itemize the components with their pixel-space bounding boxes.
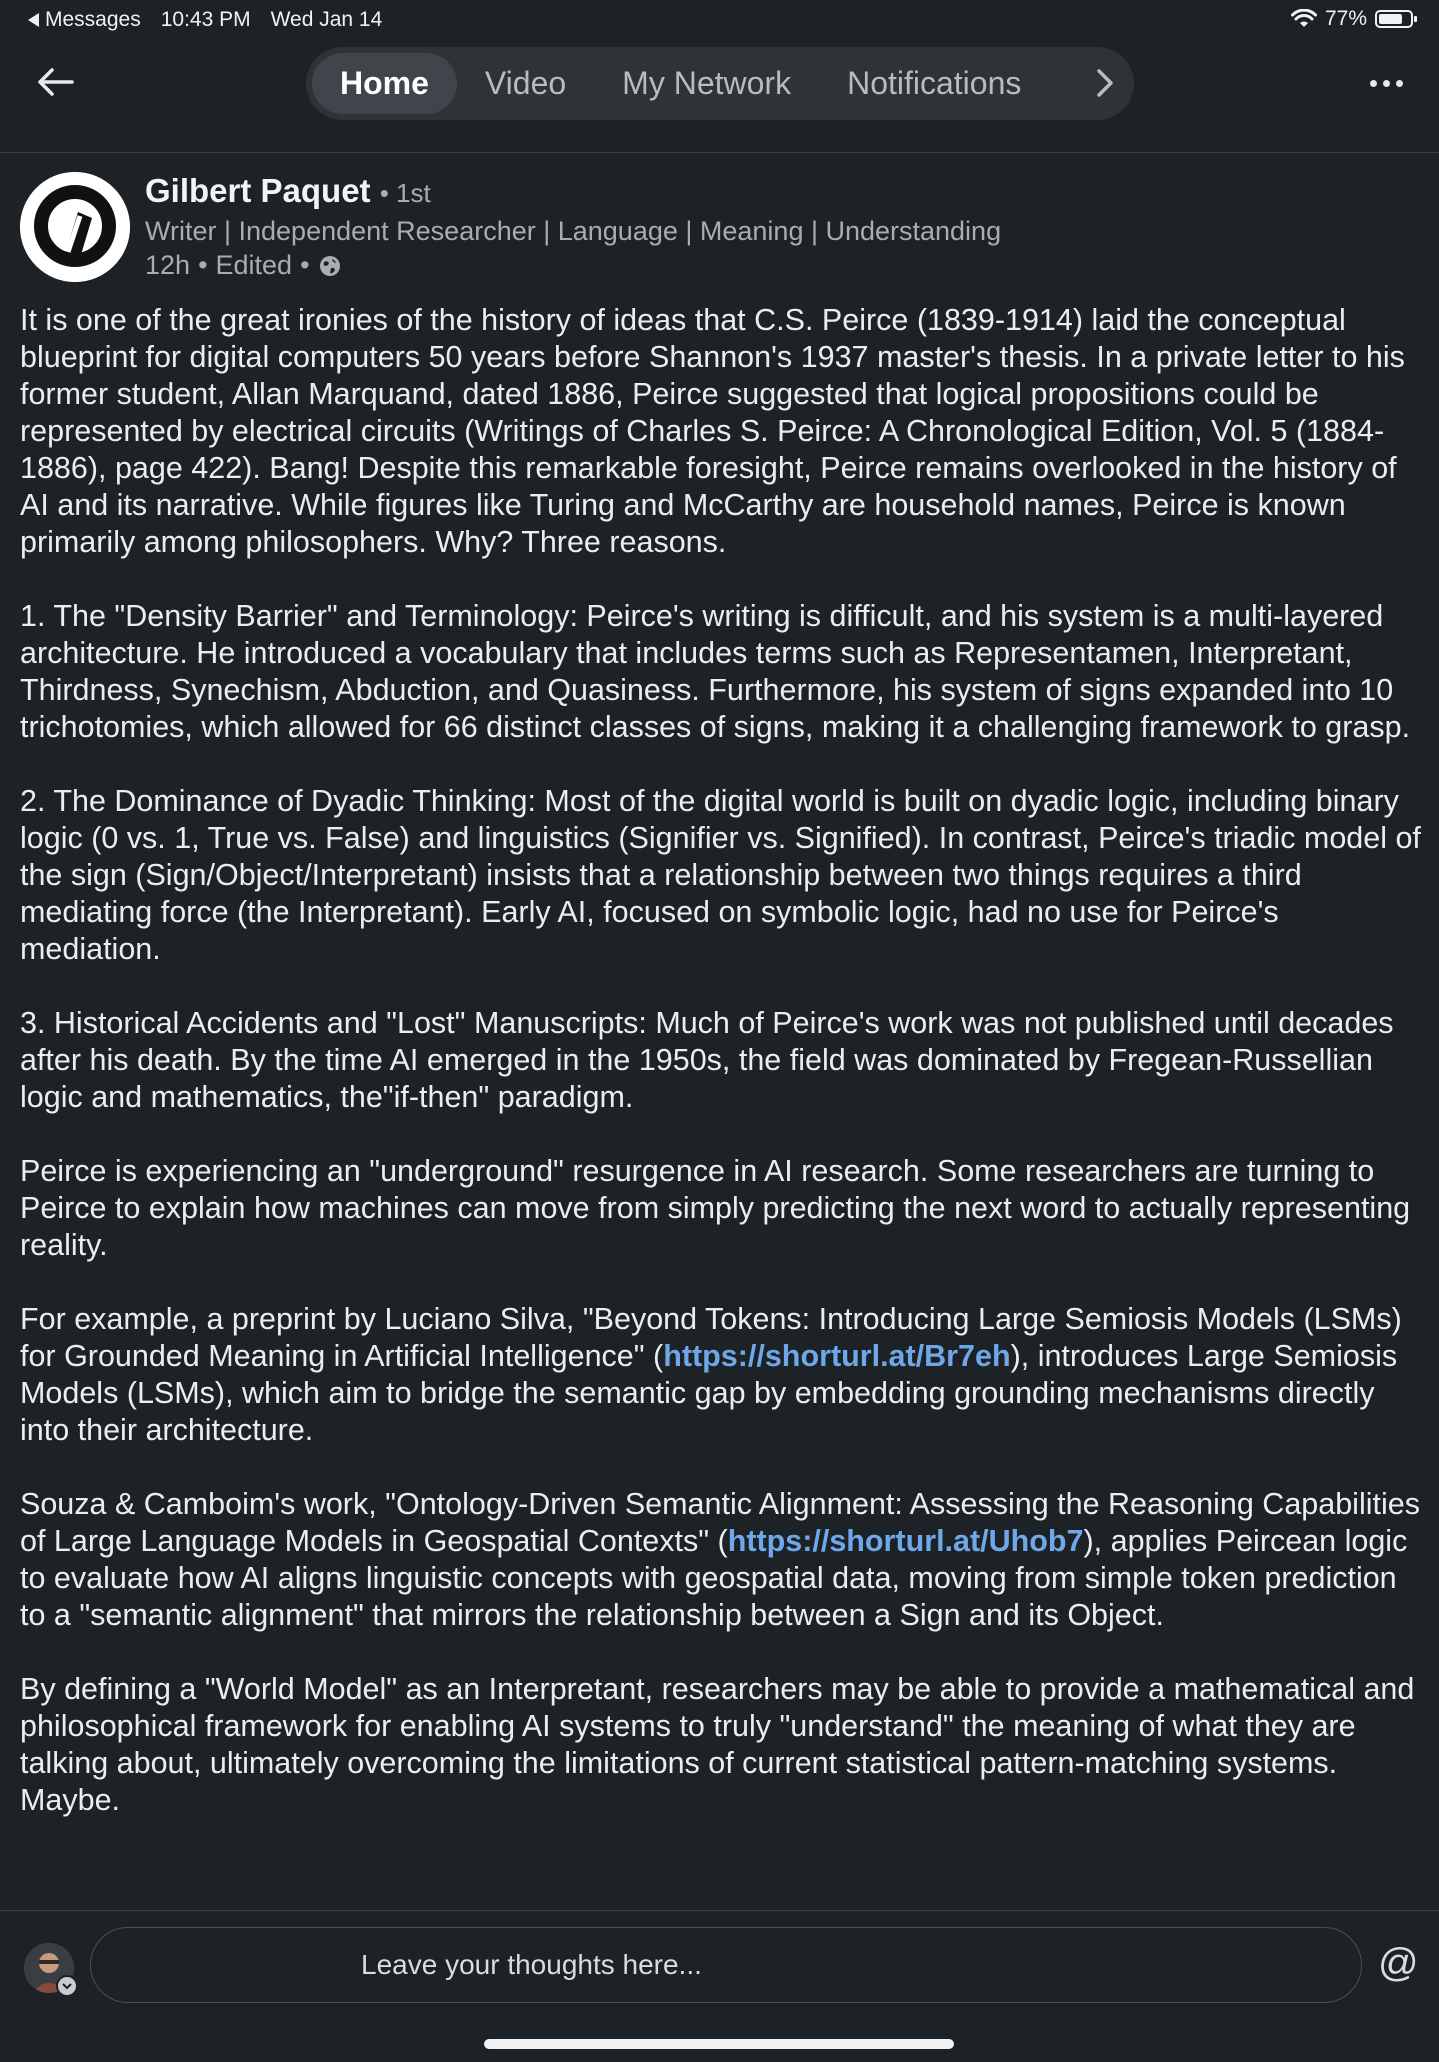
- paragraph-text: ), introduces Large Semiosis Models (LSMs), which aim to bridge the semantic gap by embedding grounding mechanisms directly into their architecture.: [20, 1339, 1398, 1447]
- link-br7eh[interactable]: https://shorturl.at/Br7eh: [663, 1339, 1011, 1373]
- post-author: [20, 172, 1420, 284]
- connection-degree: • 1st: [379, 178, 431, 208]
- post-time: 12h: [145, 250, 191, 280]
- dot: [1370, 80, 1377, 87]
- dot: [1396, 80, 1403, 87]
- top-nav: [0, 40, 1439, 153]
- post-paragraph: It is one of the great ironies of the history of ideas that C.S. Peirce (1839-1914) laid the conceptual blueprint for digital computers 50 years before Shannon's 1937 master's thesis. In a private letter to his former student, Allan Marquand, dated 1886, Peirce suggested that logical propositions could be represented by electrical circuits (Writings of Charles S. Peirce: A Chronological Edition, Vol. 5 (1884-1886), page 422). Bang! Despite this remarkable foresight, Peirce remains overlooked in the history of AI and its narrative. While figures like Turing and McCarthy are household names, Peirce is known primarily among philosophers. Why? Three reasons.: [20, 303, 1405, 559]
- author-avatar[interactable]: [20, 172, 130, 282]
- post-paragraph: 3. Historical Accidents and "Lost" Manuscripts: Much of Peirce's work was not published until decades after his death. By the time AI emerged in the 1950s, the field was dominated by Fregean-Russellian logic and mathematics, the"if-then" paradigm.: [20, 1006, 1394, 1114]
- tab-bar: [306, 47, 1134, 120]
- paragraph-text: ), applies Peircean logic to evaluate how AI aligns linguistic concepts with geospatial data, moving from simple token prediction to a "semantic alignment" that mirrors the relationship between a Sign and its Object.: [20, 1524, 1408, 1632]
- post-paragraph: Peirce is experiencing an "underground" resurgence in AI research. Some researchers are turning to Peirce to explain how machines can move from simply predicting the next word to actually representing reality.: [20, 1154, 1411, 1262]
- back-arrow-icon[interactable]: [34, 66, 74, 98]
- author-headline: Writer | Independent Researcher | Language | Meaning | Understanding: [145, 216, 1002, 246]
- link-uhob7[interactable]: https://shorturl.at/Uhob7: [727, 1524, 1084, 1558]
- meta-separator: •: [300, 250, 310, 280]
- author-logo-icon: [20, 172, 130, 282]
- status-right: [1291, 7, 1413, 31]
- post-paragraph: [20, 1486, 1425, 1634]
- post-paragraph: By defining a "World Model" as an Interpretant, researchers may be able to provide a mathematical and philosophical framework for enabling AI systems to truly "understand" the meaning of what they are talking about, ultimately overcoming the limitations of current statistical pattern-matching systems. Maybe.: [20, 1672, 1415, 1817]
- battery-icon: [1375, 10, 1413, 28]
- tab-home[interactable]: Home: [312, 53, 457, 114]
- post-paragraph: 2. The Dominance of Dyadic Thinking: Most of the digital world is built on dyadic logic, including binary logic (0 vs. 1, True vs. False) and linguistics (Signifier vs. Signified). In contrast, Peirce's triadic model of the sign (Sign/Object/Interpretant) insists that a relationship between two things requires a third mediating force (the Interpretant). Early AI, focused on symbolic logic, had no use for Peirce's mediation.: [20, 784, 1421, 966]
- comment-input[interactable]: [90, 1927, 1362, 2003]
- status-date: Wed Jan 14: [270, 8, 383, 31]
- more-dots-icon[interactable]: [1370, 80, 1403, 87]
- wifi-icon: [1291, 9, 1317, 29]
- tab-my-network[interactable]: My Network: [622, 65, 792, 101]
- post-body: [20, 302, 1425, 1856]
- dot: [1383, 80, 1390, 87]
- paragraph-text: For example, a preprint by Luciano Silva, "Beyond Tokens: Introducing Large Semiosis Models (LSMs) for Grounded Meaning in Artificial Intelligence" (: [20, 1302, 1402, 1373]
- home-indicator[interactable]: [484, 2039, 954, 2049]
- author-name-line: [145, 172, 431, 210]
- mention-button[interactable]: @: [1378, 1941, 1419, 1985]
- back-triangle-icon: [28, 13, 39, 27]
- globe-icon: [318, 254, 342, 278]
- status-bar: [0, 0, 1439, 40]
- author-name[interactable]: Gilbert Paquet: [145, 172, 371, 209]
- tab-notifications[interactable]: Notifications: [847, 65, 1022, 101]
- post-paragraph: 1. The "Density Barrier" and Terminology: Peirce's writing is difficult, and his system is a multi-layered architecture. He introduced a vocabulary that includes terms such as Representamen, Interpretant, Thirdness, Synechism, Abduction, and Quasiness. Furthermore, his system of signs expanded into 10 trichotomies, which allowed for 66 distinct classes of signs, making it a challenging framework to grasp.: [20, 599, 1411, 744]
- paragraph-text: Souza & Camboim's work, "Ontology-Driven Semantic Alignment: Assessing the Reasoning Capabilities of Large Language Models in Geospatial Contexts" (: [20, 1487, 1420, 1558]
- chevron-right-icon[interactable]: [1094, 67, 1116, 99]
- avatar-dropdown-icon[interactable]: [56, 1975, 78, 1997]
- status-time: 10:43 PM: [160, 8, 251, 31]
- meta-separator: •: [198, 250, 208, 280]
- edited-label: Edited: [215, 250, 293, 280]
- battery-fill: [1379, 14, 1402, 24]
- back-app-label: Messages: [45, 8, 141, 31]
- post-paragraph: [20, 1301, 1425, 1449]
- tab-video[interactable]: Video: [484, 65, 567, 101]
- battery-percent: 77%: [1324, 7, 1367, 30]
- post-meta: [145, 250, 342, 281]
- back-to-app-link[interactable]: [28, 8, 141, 32]
- status-left: [28, 8, 382, 32]
